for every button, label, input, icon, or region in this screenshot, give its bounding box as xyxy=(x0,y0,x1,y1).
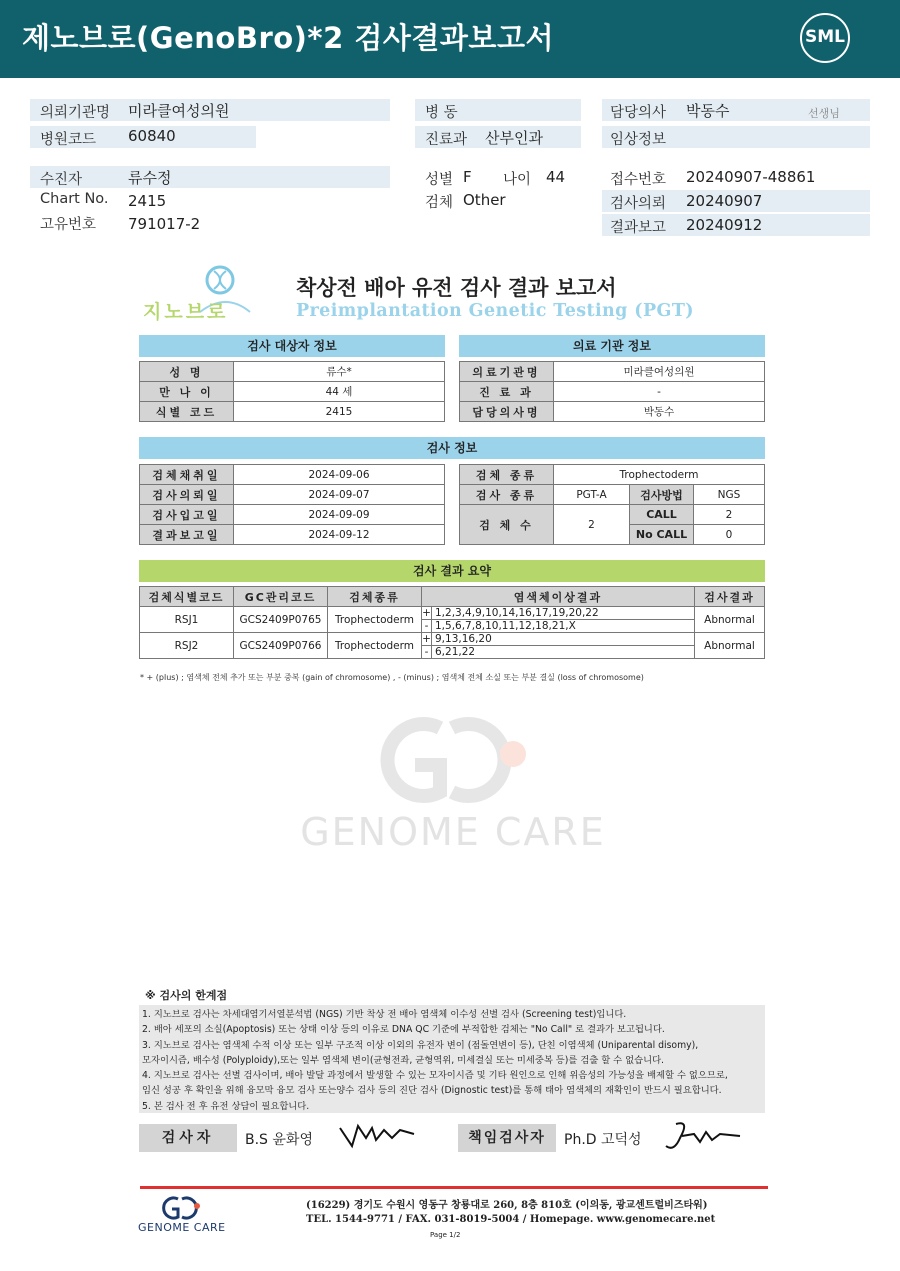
subject-age: 44 세 xyxy=(234,382,445,402)
specimen-value: Other xyxy=(463,191,506,209)
request-value: 20240907 xyxy=(686,192,763,210)
genobro-logo-text-value: 지노브로 xyxy=(143,301,229,323)
limits-line: 2. 배아 세포의 소실(Apoptosis) 또는 상태 이상 등의 이유로 DNA QC 기준에 부적합한 검체는 "No Call" 로 결과가 보고됩니다. xyxy=(142,1024,665,1036)
table-row xyxy=(140,633,765,646)
test-type: PGT-A xyxy=(554,485,630,505)
row2-id: RSJ2 xyxy=(140,633,234,659)
inst-name: 미라클여성의원 xyxy=(554,362,765,382)
request-date-label: 검사의뢰일 xyxy=(140,485,234,505)
receive-date: 2024-09-09 xyxy=(234,505,445,525)
row1-plus-sign: + xyxy=(422,607,431,619)
nocall: 0 xyxy=(694,525,765,545)
summary-header-result: 검사결과 xyxy=(695,587,765,607)
receive-label: 검사입고일 xyxy=(140,505,234,525)
specimen-label: 검체 xyxy=(425,195,454,211)
subject-id: 2415 xyxy=(234,402,445,422)
footer-divider xyxy=(140,1186,768,1189)
row1-minus-sign: - xyxy=(422,620,432,633)
summary-header-type: 검체종류 xyxy=(328,587,422,607)
limits-line: 5. 본 검사 전 후 유전 상담이 필요합니다. xyxy=(142,1100,310,1112)
genobro-logo-text xyxy=(143,297,228,324)
uid-label: 고유번호 xyxy=(40,217,97,233)
patient-value: 류수정 xyxy=(128,169,172,187)
count-label: 검 체 수 xyxy=(460,505,554,545)
report-label: 결과보고 xyxy=(610,220,667,236)
method-label: 검사방법 xyxy=(630,485,694,505)
method: NGS xyxy=(694,485,765,505)
dept-label: 진료과 xyxy=(425,132,468,148)
report-date-label: 결과보고일 xyxy=(140,525,234,545)
row1-gc: GCS2409P0765 xyxy=(234,607,328,633)
row2-plus: 9,13,16,20 xyxy=(432,633,695,646)
chief-signature-icon xyxy=(660,1118,744,1156)
doctor-suffix: 선생님 xyxy=(808,107,840,120)
watermark-text: GENOME CARE xyxy=(300,810,606,854)
inst-doctor-label: 담당의사명 xyxy=(460,402,554,422)
sex-value: F xyxy=(463,168,472,186)
subject-table xyxy=(139,361,445,422)
summary-section-header: 검사 결과 요약 xyxy=(139,560,765,582)
receipt-label: 접수번호 xyxy=(610,172,667,188)
tester-signature-icon xyxy=(338,1120,418,1150)
report-title: 착상전 배아 유전 검사 결과 보고서 xyxy=(296,276,617,300)
nocall-label: No CALL xyxy=(630,525,694,545)
patient-label: 수진자 xyxy=(40,172,83,188)
footer-address xyxy=(306,1199,715,1227)
summary-header-id: 검체식별코드 xyxy=(140,587,234,607)
subject-name: 류수* xyxy=(234,362,445,382)
subject-name-label: 성 명 xyxy=(140,362,234,382)
footer-address-line: (16229) 경기도 수원시 영동구 창룡대로 260, 8층 810호 (이의동, 광교센트럴비즈타워) xyxy=(306,1200,708,1211)
inst-name-label: 의료기관명 xyxy=(460,362,554,382)
row1-plus: 1,2,3,4,9,10,14,16,17,19,20,22 xyxy=(432,607,695,620)
institution-value: 미라클여성의원 xyxy=(128,102,230,120)
row2-plus-sign: + xyxy=(422,633,431,645)
call-label: CALL xyxy=(630,505,694,525)
row1-type: Trophectoderm xyxy=(328,607,422,633)
limits-box xyxy=(139,1005,765,1113)
collect-label: 검체채취일 xyxy=(140,465,234,485)
inst-dept: - xyxy=(554,382,765,402)
hospital-code-value: 60840 xyxy=(128,127,176,145)
count: 2 xyxy=(554,505,630,545)
row2-minus-sign: - xyxy=(422,646,432,659)
row1-result: Abnormal xyxy=(695,607,765,633)
report-subtitle: Preimplantation Genetic Testing (PGT) xyxy=(296,301,694,321)
request-label: 검사의뢰 xyxy=(610,196,667,212)
sml-logo-icon xyxy=(800,13,850,63)
test-detail-table xyxy=(459,464,765,545)
clinical-label: 임상정보 xyxy=(610,132,667,148)
age-value: 44 xyxy=(546,168,566,186)
institution-label: 의뢰기관명 xyxy=(40,105,111,121)
test-dates-table xyxy=(139,464,445,545)
row1-id: RSJ1 xyxy=(140,607,234,633)
test-type-label: 검사 종류 xyxy=(460,485,554,505)
request-date: 2024-09-07 xyxy=(234,485,445,505)
report-date: 2024-09-12 xyxy=(234,525,445,545)
limits-line: 1. 지노브로 검사는 차세대염기서열분석법 (NGS) 기반 착상 전 배아 염색체 이수성 선별 검사 (Screening test)입니다. xyxy=(142,1009,627,1020)
summary-header-chrom: 염색체이상결과 xyxy=(422,587,695,607)
row2-type: Trophectoderm xyxy=(328,633,422,659)
row1-minus: 1,5,6,7,8,10,11,12,18,21,X xyxy=(432,620,695,633)
page-title: 제노브로(GenoBro)*2 검사결과보고서 xyxy=(22,21,554,55)
chief-name: Ph.D 고덕성 xyxy=(564,1132,642,1148)
patient-row xyxy=(30,166,390,188)
dept-value: 산부인과 xyxy=(485,129,543,147)
chief-label: 책임검사자 xyxy=(458,1124,556,1152)
specimen-type: Trophectoderm xyxy=(554,465,765,485)
summary-header-gc: GC관리코드 xyxy=(234,587,328,607)
sex-label: 성별 xyxy=(425,172,454,188)
genomecare-logo-icon xyxy=(160,1196,202,1220)
table-row xyxy=(140,607,765,620)
subject-id-label: 식별 코드 xyxy=(140,402,234,422)
hospital-code-label: 병원코드 xyxy=(40,132,97,148)
header-bar xyxy=(0,0,900,78)
doctor-value: 박동수 xyxy=(686,102,730,120)
tester-label: 검사자 xyxy=(139,1124,237,1152)
chart-label: Chart No. xyxy=(40,191,109,207)
subject-section-header: 검사 대상자 정보 xyxy=(139,335,445,357)
footer-contact-line: TEL. 1544-9771 / FAX. 031-8019-5004 / Homepage. www.genomecare.net xyxy=(306,1214,716,1225)
collect-date: 2024-09-06 xyxy=(234,465,445,485)
receipt-value: 20240907-48861 xyxy=(686,168,816,186)
institution-section-header: 의료 기관 정보 xyxy=(459,335,765,357)
limits-heading: ※ 검사의 한계점 xyxy=(145,989,228,1002)
test-section-header: 검사 정보 xyxy=(139,437,765,459)
chart-value: 2415 xyxy=(128,192,167,210)
institution-table xyxy=(459,361,765,422)
limits-line: 4. 지노브로 검사는 선별 검사이며, 배아 발달 과정에서 발생할 수 있는 모자이시즘 및 기타 원인으로 인해 위음성의 가능성을 배제할 수 없으므로, xyxy=(142,1070,728,1082)
row2-minus: 6,21,22 xyxy=(432,646,695,659)
genomecare-logo-text: GENOME CARE xyxy=(138,1221,226,1234)
sml-logo-text: SML xyxy=(805,27,845,47)
subject-age-label: 만 나 이 xyxy=(140,382,234,402)
watermark-logo-icon xyxy=(280,710,626,810)
limits-line: 3. 지노브로 검사는 염색체 수적 이상 또는 일부 구조적 이상 이외의 유전자 변이 (점돌연변이 등), 단친 이염색체 (Uniparental disomy), xyxy=(142,1039,699,1051)
row2-gc: GCS2409P0766 xyxy=(234,633,328,659)
ward-label: 병 동 xyxy=(425,105,458,121)
doctor-label: 담당의사 xyxy=(610,105,667,121)
limits-line: 모자이시즘, 배수성 (Polyploidy),또는 일부 염색체 변이(균형전좌, 균형역위, 미세결실 또는 미세중복 등)를 검출 할 수 없습니다. xyxy=(142,1054,664,1066)
limits-line: 임신 성공 후 확인을 위해 융모막 융모 검사 또는양수 검사 등의 진단 검사 (Dignostic test)를 통해 태아 염색체의 재확인이 반드시 필요합니다. xyxy=(142,1085,722,1097)
row2-result: Abnormal xyxy=(695,633,765,659)
summary-note: * + (plus) ; 염색체 전체 추가 또는 부분 중복 (gain of chromosome) , - (minus) ; 염색체 전체 소실 또는 부분 결실 (loss of chromosome) xyxy=(140,673,644,682)
summary-table xyxy=(139,586,765,659)
watermark xyxy=(280,710,626,860)
inst-doctor: 박동수 xyxy=(554,402,765,422)
call: 2 xyxy=(694,505,765,525)
age-label: 나이 xyxy=(503,172,532,188)
page-number: Page 1/2 xyxy=(430,1231,461,1239)
specimen-type-label: 검체 종류 xyxy=(460,465,554,485)
uid-value: 791017-2 xyxy=(128,215,201,233)
report-value: 20240912 xyxy=(686,216,763,234)
inst-dept-label: 진 료 과 xyxy=(460,382,554,402)
tester-name: B.S 윤화영 xyxy=(245,1132,313,1148)
